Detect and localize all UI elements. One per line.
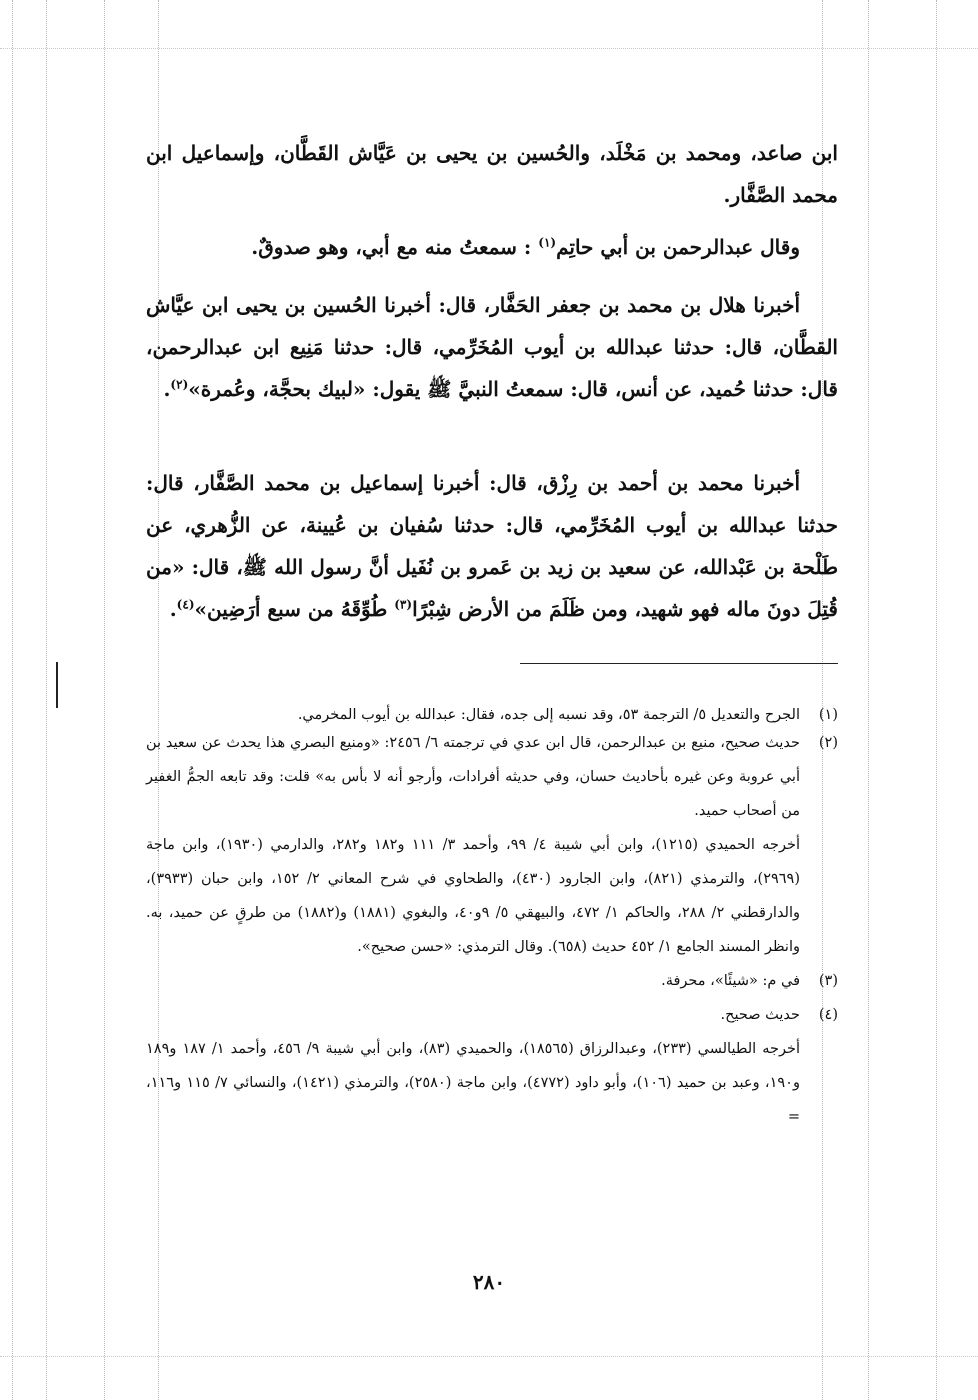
footnote-text: في م: «شيئًا»، محرفة. bbox=[661, 973, 800, 989]
footnote-number: (٤) bbox=[818, 1007, 838, 1023]
footnote-number: (١) bbox=[818, 707, 838, 723]
scan-guide-line bbox=[104, 0, 105, 1400]
main-paragraph-3: أخبرنا هلال بن محمد بن جعفر الحَفَّار، قال: أخبرنا الحُسين بن يحيى ابن عيَّاش القطَّان، قال: حدثنا عبدالله بن أيوب المُخَرِّمي، قال: حدثنا مَنِيع ابن عبدالرحمن، قال: حدثنا حُميد، عن أنس، قال: سمعتُ النبيَّ ﷺ يقول: «لبيك بحجَّة، وعُمرة»$^{(٢)}$. bbox=[146, 293, 838, 401]
main-paragraph-1 bbox=[146, 132, 838, 216]
footnote-2-continuation: أخرجه الحميدي (١٢١٥)، وابن أبي شيبة ٤/ ٩٩، وأحمد ٣/ ١١١ و١٨٢ و٢٨٢، والدارمي (١٩٣٠)، وابن ماجة (٢٩٦٩)، والترمذي (٨٢١)، وابن الجارود (٤٣٠)، والطحاوي في شرح المعاني ٢/ ١٥٢، وابن حبان (٣٩٣٣)، والدارقطني ٢/ ٢٨٨، والحاكم ١/ ٤٧٢، والبيهقي ٥/ ٩و٤٠، والبغوي (١٨٨١) و(١٨٨٢) من طرقٍ عن حميد، به. وانظر المسند الجامع ١/ ٤٥٢ حديث (٦٥٨). وقال الترمذي: «حسن صحيح». bbox=[146, 837, 801, 955]
footnotes bbox=[146, 698, 838, 1134]
footnote-ref: (٤) bbox=[176, 597, 195, 612]
footnote-text: حديث صحيح، منيع بن عبدالرحمن، قال ابن عدي في ترجمته ٦/ ٢٤٥٦: «ومنيع البصري هذا يحدث عن سعيد بن أبي عروبة وعن غيره بأحاديث حسان، وفي حديثه أفرادات، وأرجو أنه لا بأس به» قلت: وقد تابعه الجمُّ الغفير من أصحاب حميد. bbox=[146, 735, 800, 819]
paragraph-text: أخبرنا هلال بن محمد بن جعفر الحَفَّار، قال: أخبرنا الحُسين بن يحيى ابن عيَّاش القطَّان، قال: حدثنا عبدالله بن أيوب المُخَرِّمي، قال: حدثنا مَنِيع ابن عبدالرحمن، قال: حدثنا حُميد، عن أنس، قال: سمعتُ النبيَّ ﷺ يقول: «لبيك بحجَّة، وعُمرة» bbox=[146, 293, 838, 401]
scan-guide-line bbox=[936, 0, 937, 1400]
paragraph-text: : سمعتُ منه مع أبي، وهو صدوقٌ. bbox=[251, 235, 532, 259]
scan-mark bbox=[56, 662, 58, 708]
page-number: ٢٨٠ bbox=[472, 1270, 506, 1294]
footnote-3 bbox=[146, 964, 838, 998]
footnote-separator bbox=[520, 663, 838, 664]
footnote-text: حديث صحيح. bbox=[720, 1007, 800, 1023]
scan-guide-line bbox=[46, 0, 47, 1400]
paragraph-text: طُوِّقَهُ من سبع أرَضِين» bbox=[194, 597, 388, 621]
footnote-2 bbox=[146, 726, 838, 828]
paragraph-text: ابن صاعد، ومحمد بن مَخْلَد، والحُسين بن يحيى بن عَيَّاش القَطَّان، وإسماعيل ابن محمد الصَّفَّار. bbox=[146, 141, 838, 207]
paragraph-text: أخبرنا محمد بن أحمد بن رِزْق، قال: أخبرنا إسماعيل بن محمد الصَّفَّار، قال: حدثنا عبدالله بن أيوب المُخَرِّمي، قال: حدثنا سُفيان بن عُيينة، عن الزُّهري، عن طَلْحة بن عَبْدالله، عن سعيد بن زيد بن عَمرو بن نُفَيل أنَّ رسول الله ﷺ، قال: «من قُتِلَ دونَ ماله فهو شهيد، ومن ظَلَمَ من الأرض شِبْرًا bbox=[146, 471, 838, 621]
footnote-ref: (١) bbox=[538, 235, 557, 250]
scan-guide-line bbox=[868, 0, 869, 1400]
footnote-4 bbox=[146, 998, 838, 1032]
scan-guide-line bbox=[0, 48, 978, 49]
scan-guide-line bbox=[0, 1356, 978, 1357]
footnote-number: (٢) bbox=[818, 735, 838, 751]
paragraph-text: وقال عبدالرحمن بن أبي حاتِم bbox=[556, 235, 800, 259]
footnote-text: الجرح والتعديل ٥/ الترجمة ٥٣، وقد نسبه إلى جده، فقال: عبدالله بن أيوب المخرمي. bbox=[297, 707, 800, 723]
footnote-ref: (٢) bbox=[170, 377, 189, 392]
scan-guide-line bbox=[12, 0, 13, 1400]
footnote-number: (٣) bbox=[818, 973, 838, 989]
footnote-ref: (٣) bbox=[394, 597, 413, 612]
footnote-4-continuation: أخرجه الطيالسي (٢٣٣)، وعبدالرزاق (١٨٥٦٥)، والحميدي (٨٣)، وابن أبي شيبة ٩/ ٤٥٦، وأحمد ١/ ١٨٧ و١٨٩ و١٩٠، وعبد بن حميد (١٠٦)، وأبو داود (٤٧٧٢)، وابن ماجة (٢٥٨٠)، والترمذي (١٤٢١)، والنسائي ٧/ ١١٥ و١١٦، = bbox=[146, 1041, 800, 1125]
main-paragraph-2 bbox=[146, 226, 838, 268]
main-paragraph-4: أخبرنا محمد بن أحمد بن رِزْق، قال: أخبرنا إسماعيل بن محمد الصَّفَّار، قال: حدثنا عبدالله بن أيوب المُخَرِّمي، قال: حدثنا سُفيان بن عُيينة، عن الزُّهري، عن طَلْحة بن عَبْدالله، عن سعيد بن زيد بن عَمرو بن نُفَيل أنَّ رسول الله ﷺ، قال: «من قُتِلَ دونَ ماله فهو شهيد، ومن ظَلَمَ من الأرض شِبْرًا$^{(٣)}$ طُوِّقَهُ من سبع أرَضِين»$^{(٤)}$. bbox=[146, 471, 838, 621]
